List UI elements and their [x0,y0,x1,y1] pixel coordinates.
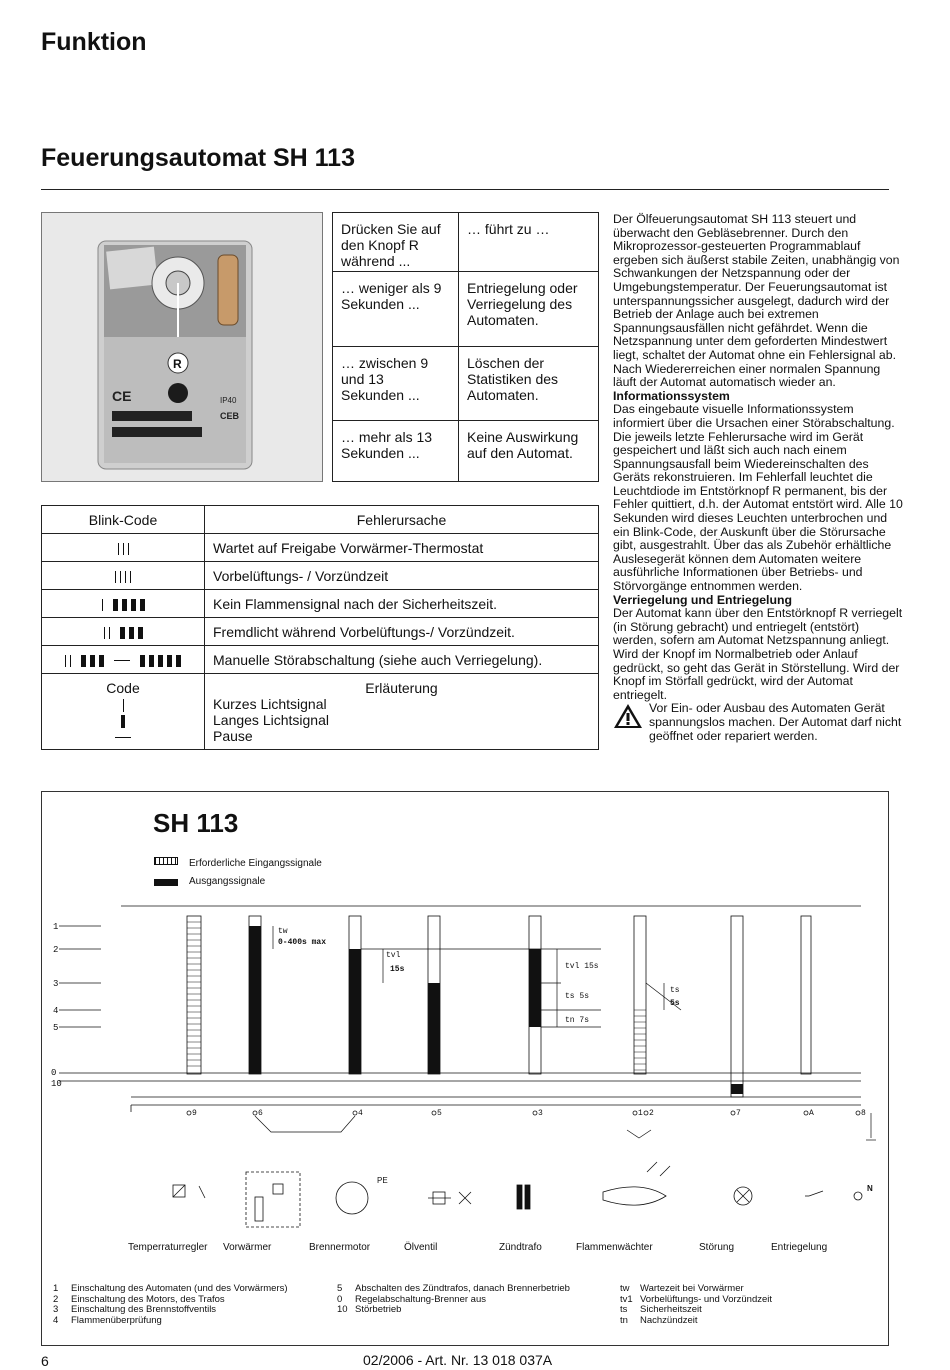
legend-key: 10 [337,1304,348,1315]
long-signal-symbol [149,655,154,667]
blink-code [102,624,145,640]
long-signal-symbol [81,655,86,667]
legend-value: Flammenüberprüfung [71,1314,162,1326]
pause-symbol [114,660,130,661]
key-long: Langes Lichtsignal [213,712,329,728]
component-label: Zündtrafo [499,1242,542,1253]
blink-code [100,596,147,612]
terminal-label: 6 [258,1109,263,1118]
long-signal-symbol [129,627,134,639]
legend-key: ts [620,1304,628,1315]
blink-cause: Fremdlicht während Vorbelüftungs-/ Vorzündzeit. [205,618,599,646]
component-label: Störung [699,1242,735,1253]
legend-value: Nachzündzeit [640,1314,698,1326]
long-signal-symbol [99,655,104,667]
terminal-label: 9 [192,1109,197,1118]
time-tw: tw [278,927,288,936]
time-ts2: ts [670,986,680,995]
time-tv1: tvl [386,951,401,960]
short-signal-symbol [125,571,126,583]
input-signal-swatch [154,857,178,865]
blink-cause: Wartet auf Freigabe Vorwärmer-Thermostat [205,534,599,562]
long-signal-symbol [90,655,95,667]
row-label: 3 [53,979,59,989]
legend-value: Einschaltung des Automaten (und des Vorwärmers) [71,1283,288,1294]
long-signal-symbol [158,655,163,667]
legend-key: 5 [337,1283,343,1294]
short-signal-symbol [118,543,119,555]
row-label: 4 [53,1006,59,1016]
short-signal-symbol [130,571,131,583]
short-signal-symbol [102,599,103,611]
legend-value: Einschaltung des Motors, des Trafos [71,1293,225,1305]
legend-input: Erforderliche Eingangssignale [189,858,322,869]
long-signal-symbol [138,627,143,639]
long-signal-symbol [140,599,145,611]
legend-key: tv1 [620,1293,633,1305]
blink-code [63,652,183,668]
diagram-title: SH 113 [153,808,239,838]
blink-code [113,568,133,584]
key-short: Kurzes Lichtsignal [213,696,327,712]
lock-heading: Verriegelung und Entriegelung [613,592,793,607]
key-head-code: Code [106,680,140,696]
button-table-result: Löschen der Statistiken des Automaten. [459,347,599,421]
button-table-result: Entriegelung oder Verriegelung des Automaten. [459,272,599,347]
component-label: Entriegelung [771,1242,828,1253]
button-table-press: … mehr als 13 Sekunden ... [333,421,459,482]
legend-output: Ausgangssignale [189,876,266,887]
short-signal-symbol [123,699,124,712]
info-text: Das eingebaute visuelle Informationssystem informiert über die Ursachen einer Störabschaltung. Die jeweils letzte Fehlerursache wird im Gerät gespeichert und läßt sich auch nach einem Spannungsausfall beim Wiedereinschalten des Geräts rekonstruieren. Im Fehlerfall leuchtet die Leuchtdiode im Entstörknopf R permanent, bis der Fehler quittiert, d.h. der Automat entstört wird. Alle 10 Sekunden wird dieses Leuchten unterbrochen und ein Blink-Code, der Auskunft über die Störursache gibt, ausgestrahlt. Über das als Zubehör erhältliche Auslesegerät können dem Automaten weitere ausführliche Informationen über Betriebs- und Störvorgänge entnommen werden. [613,402,903,594]
legend-key: 0 [337,1293,343,1305]
terminal-label: 4 [358,1109,363,1118]
short-signal-symbol [109,627,110,639]
time-tv1-b: tvl 15s [565,962,599,971]
key-pause: Pause [213,728,253,744]
brand-label: CEB [220,411,240,421]
page-title: Feuerungsautomat SH 113 [41,144,355,172]
long-signal-symbol [140,655,145,667]
photo-r-letter: R [173,357,182,371]
output-signal-swatch [154,879,178,886]
row-label: 5 [53,1023,59,1033]
legend-key: 1 [53,1283,59,1294]
component-label: Flammenwächter [576,1242,653,1253]
device-photo [41,212,323,482]
warning-text: Vor Ein- oder Ausbau des Automaten Gerät spannungslos machen. Der Automat darf nicht geöffnet oder repariert werden. [649,701,902,743]
section-title: Funktion [41,28,147,56]
time-tv1-value: 15s [390,965,405,974]
legend-col-3 [620,1284,772,1326]
key-head-expl: Erläuterung [365,680,438,696]
long-signal-symbol [121,715,125,728]
intro-text: Der Ölfeuerungsautomat SH 113 steuert und überwacht den Gebläsebrenner. Durch den Mikroprozessor-gesteuerten Programmablauf ergeben sich äußerst stabile Zeiten, unabhängig von Schwankungen der Netzspannung oder der Umgebungstemperatur. Der Feuerungsautomat ist unterspannungssicher ausgelegt, dadurch wird der Betrieb der Anlage auch bei extremen Spannungsausfällen nicht gefährdet. Wenn die Netzspannung unter dem geforderten Mindestwert liegt, schaltet der Automat ohne ein Fehlersignal ab. Nach Wiedererreichen einer normalen Spannung läuft der Automat automatisch wieder an. [613,212,900,390]
component-label: Temperraturregler [128,1242,208,1253]
blink-head-cause: Fehlerursache [205,506,599,534]
n-label: N [867,1184,873,1193]
button-press-table [332,212,599,482]
legend-value: Vorbelüftungs- und Vorzündzeit [640,1293,773,1305]
time-ts: ts 5s [565,992,590,1001]
long-signal-symbol [113,599,118,611]
blink-cause: Kein Flammensignal nach der Sicherheitszeit. [205,590,599,618]
terminal-label: 5 [437,1109,442,1118]
time-ts2-value: 5s [670,999,680,1008]
terminal-label: 8 [861,1109,866,1118]
ip-label: IP40 [220,396,237,405]
terminal-label: 7 [736,1109,741,1118]
short-signal-symbol [104,627,105,639]
long-signal-symbol [122,599,127,611]
blink-head-code: Blink-Code [42,506,205,534]
component-label: Ölventil [404,1242,438,1253]
blink-cause: Vorbelüftungs- / Vorzündzeit [205,562,599,590]
blink-code [116,540,131,556]
legend-key: tw [620,1283,630,1294]
timing-diagram [41,900,889,1240]
button-table-press: … weniger als 9 Sekunden ... [333,272,459,347]
long-signal-symbol [176,655,181,667]
terminal-label: 3 [538,1109,543,1118]
description-column [613,213,905,743]
legend-key: 4 [53,1314,59,1326]
terminal-label: 1 [638,1109,643,1118]
terminal-label: A [809,1109,814,1118]
legend-value: Abschalten des Zündtrafos, danach Brennerbetrieb [355,1283,570,1294]
time-tw-value: 0-400s max [278,938,327,947]
page-number: 6 [41,1353,49,1369]
row-label: 1 [53,922,59,932]
long-signal-symbol [120,627,125,639]
legend-key: tn [620,1314,628,1326]
legend-key: 2 [53,1293,59,1305]
button-table-press: … zwischen 9 und 13 Sekunden ... [333,347,459,421]
short-signal-symbol [115,571,116,583]
legend-col-2 [337,1284,570,1316]
pe-label: PE [377,1176,388,1185]
legend-value: Sicherheitszeit [640,1304,702,1315]
title-rule [41,189,889,190]
ce-mark: CE [112,388,132,404]
lock-text: Der Automat kann über den Entstörknopf R verriegelt (in Störung gebracht) und entriegelt (entstört) werden, sofern am Automat Netzspannung anliegt. Wird der Knopf im Normalbetrieb oder Anlauf gedrückt, so geht das Gerät in Störstellung. Wird der Knopf im Störfall gedrückt, wird der Automat entriegelt. [613,606,903,702]
legend-value: Störbetrieb [355,1304,402,1315]
time-tn: tn 7s [565,1016,590,1025]
row-label: 0 [51,1068,57,1078]
short-signal-symbol [123,543,124,555]
legend-value: Einschaltung des Brennstoffventils [71,1304,217,1315]
legend-value: Wartezeit bei Vorwärmer [640,1283,744,1294]
short-signal-symbol [120,571,121,583]
pause-symbol [115,737,131,738]
row-label: 10 [51,1079,62,1089]
blink-cause: Manuelle Störabschaltung (siehe auch Verriegelung). [205,646,599,674]
warning-icon [613,702,643,730]
component-label: Brennermotor [309,1242,371,1253]
info-heading: Informationssystem [613,388,730,403]
long-signal-symbol [167,655,172,667]
legend-value: Regelabschaltung-Brenner aus [355,1293,486,1305]
terminal-label: 2 [649,1109,654,1118]
short-signal-symbol [128,543,129,555]
short-signal-symbol [70,655,71,667]
short-signal-symbol [65,655,66,667]
button-table-result: Keine Auswirkung auf den Automat. [459,421,599,482]
blink-code-table [41,505,599,750]
button-table-head-right: … führt zu … [459,213,599,272]
button-table-head-left: Drücken Sie auf den Knopf R während ... [333,213,459,272]
long-signal-symbol [131,599,136,611]
row-label: 2 [53,945,59,955]
component-label: Vorwärmer [223,1242,272,1253]
document-number: 02/2006 - Art. Nr. 13 018 037A [363,1352,553,1368]
legend-key: 3 [53,1304,59,1315]
legend-col-1 [53,1284,288,1326]
